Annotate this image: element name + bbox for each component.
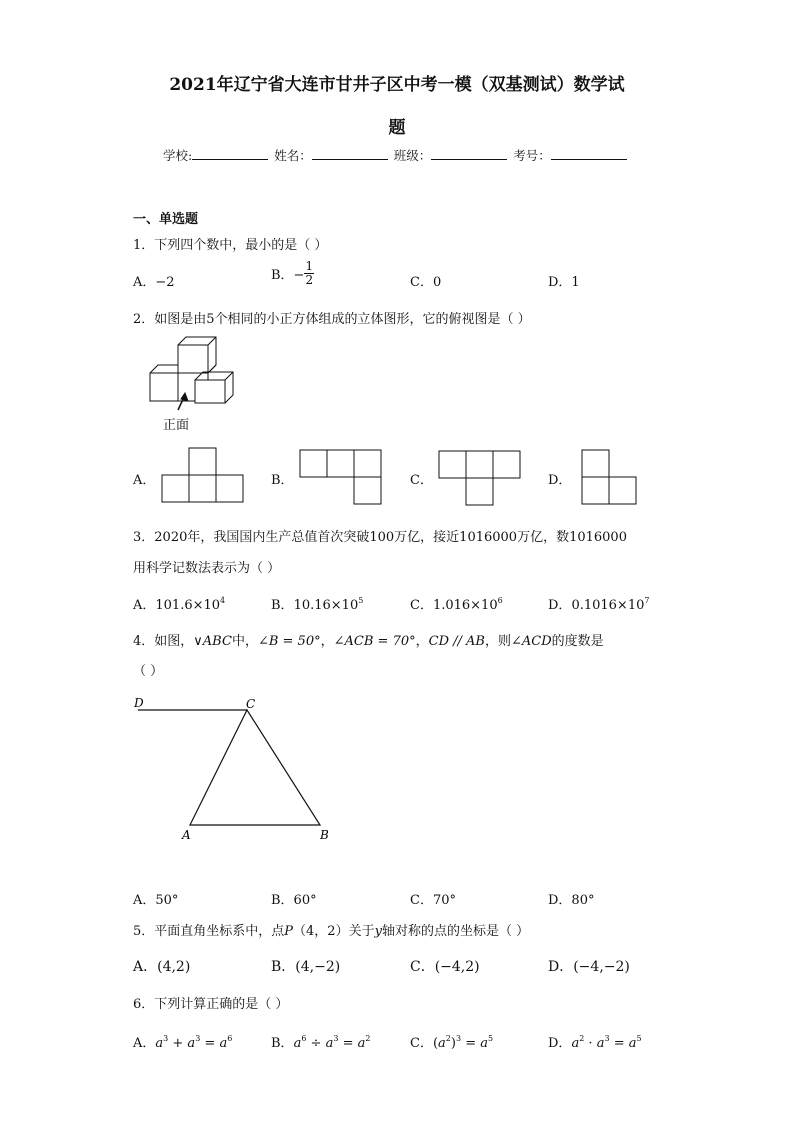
q6-a-term2: a [187, 1036, 196, 1051]
q5-axis-y: y [374, 924, 382, 939]
q5-stem-pre: 5．平面直角坐标系中，点 [133, 924, 285, 939]
q6-d-term1: a [571, 1036, 580, 1051]
q4-option-a[interactable]: A．50° [133, 893, 179, 908]
q6-b-exp3: 2 [365, 1034, 371, 1043]
q2-option-b-figure [300, 450, 384, 506]
q1-b-prefix: B．− [271, 268, 305, 283]
paper-title-line2: 题 [388, 118, 406, 138]
q6-c-exp3: 5 [488, 1034, 494, 1043]
q5-stem-mid: （4，2）关于 [293, 924, 375, 939]
question-3-stem-line2: 用科学记数法表示为（ ） [133, 561, 281, 576]
q1-option-a[interactable]: A．−2 [133, 275, 175, 290]
q6-a-term1: a [155, 1036, 164, 1051]
q4-stem-post: 的度数是 [551, 634, 604, 649]
exam-no-label: 考号： [513, 148, 551, 163]
q4-angle-b: ∠B = 50° [257, 634, 321, 649]
q4-angle-acd: ∠ACD [510, 634, 552, 649]
student-info-line [163, 146, 629, 164]
class-label: 班级： [393, 148, 432, 163]
q6-b-eq: = [338, 1036, 358, 1051]
q6-option-b[interactable] [271, 1032, 370, 1051]
q6-c-label: C． [410, 1036, 433, 1051]
q6-a-eq: = [200, 1036, 220, 1051]
q6-c-term3: a [480, 1036, 488, 1051]
q4-angle-acb: ∠ACB = 70° [333, 634, 416, 649]
q1-b-denominator: 2 [305, 273, 314, 287]
q6-b-label: B． [271, 1036, 294, 1051]
q3-option-d[interactable] [548, 594, 649, 613]
question-4-stem-line1 [133, 630, 604, 649]
q2-front-label: 正面 [163, 418, 190, 433]
question-6-stem: 6．下列计算正确的是（ ） [133, 997, 289, 1012]
point-c-label: C [246, 697, 256, 711]
q1-option-d[interactable]: D．1 [548, 275, 580, 290]
school-blank[interactable] [192, 147, 268, 160]
q3-b-base: 10.16×10 [293, 598, 359, 613]
q1-b-numerator: 1 [305, 259, 314, 273]
q6-b-term3: a [357, 1036, 366, 1051]
question-3-stem-line1: 3．2020年，我国国内生产总值首次突破100万亿，接近1016000万亿，数1016000 [133, 530, 627, 545]
q1-b-fraction [304, 260, 314, 287]
q6-c-close-paren: ) [450, 1036, 456, 1051]
q6-c-exp1: 2 [445, 1034, 451, 1043]
q2-option-c-figure [439, 451, 523, 507]
q3-d-exp: 7 [644, 596, 650, 605]
q4-option-d[interactable]: D．80° [548, 893, 595, 908]
q2-option-d-label[interactable]: D． [548, 473, 572, 488]
q1-option-b[interactable] [271, 260, 314, 287]
question-1-stem: 1．下列四个数中，最小的是（ ） [133, 238, 328, 253]
q6-a-label: A． [133, 1036, 156, 1051]
q6-option-d[interactable] [548, 1032, 642, 1051]
class-blank[interactable] [431, 147, 507, 160]
q4-triangle-figure [130, 695, 340, 845]
q3-a-base: 101.6×10 [155, 598, 221, 613]
q5-stem-post: 轴对称的点的坐标是（ ） [381, 924, 530, 939]
q3-c-exp: 6 [497, 596, 503, 605]
q6-option-a[interactable] [133, 1032, 232, 1051]
q3-option-c[interactable] [410, 594, 503, 613]
q3-d-label: D． [548, 598, 572, 613]
q6-d-op: · [584, 1036, 597, 1051]
section-heading: 一、单选题 [133, 212, 199, 227]
q5-option-b[interactable]: B．(4,−2) [271, 959, 341, 975]
q6-d-exp3: 5 [636, 1034, 642, 1043]
q3-c-base: 1.016×10 [432, 598, 498, 613]
q6-b-term2: a [325, 1036, 334, 1051]
q6-a-exp3: 6 [227, 1034, 233, 1043]
q6-d-eq: = [609, 1036, 629, 1051]
q6-d-term2: a [596, 1036, 605, 1051]
q3-option-b[interactable] [271, 594, 363, 613]
q6-b-term1: a [293, 1036, 302, 1051]
q3-d-base: 0.1016×10 [571, 598, 645, 613]
q6-c-eq: = [461, 1036, 481, 1051]
q4-option-c[interactable]: C．70° [410, 893, 456, 908]
point-a-label: A [182, 828, 191, 842]
q6-d-exp2: 3 [604, 1034, 610, 1043]
q6-b-exp2: 3 [333, 1034, 339, 1043]
q4-stem-mid1: 中， [231, 634, 258, 649]
name-blank[interactable] [312, 147, 388, 160]
paper-title-line1: 2021年辽宁省大连市甘井子区中考一模（双基测试）数学试 [169, 75, 625, 95]
q4-option-b[interactable]: B．60° [271, 893, 317, 908]
exam-no-blank[interactable] [551, 147, 627, 160]
q6-a-exp2: 3 [195, 1034, 201, 1043]
q6-d-exp1: 2 [579, 1034, 585, 1043]
q6-a-term3: a [219, 1036, 228, 1051]
q5-option-d[interactable]: D．(−4,−2) [548, 959, 630, 975]
point-d-label: D [134, 696, 144, 710]
q4-sep1: ， [320, 634, 334, 649]
q3-b-exp: 5 [358, 596, 364, 605]
q2-option-d-figure [582, 450, 640, 506]
q6-c-outer-exp: 3 [455, 1034, 462, 1043]
name-label: 姓名： [274, 148, 312, 163]
q6-option-c[interactable] [410, 1032, 493, 1051]
q3-a-exp: 4 [220, 596, 226, 605]
q3-option-a[interactable] [133, 594, 225, 613]
question-4-stem-line2: （ ） [133, 664, 164, 679]
q4-sep2: ， [415, 634, 429, 649]
q3-c-label: C． [410, 598, 433, 613]
q4-parallel: CD // AB [428, 634, 485, 649]
q5-option-c[interactable]: C．(−4,2) [410, 959, 480, 975]
q3-a-label: A． [133, 598, 156, 613]
q6-a-op: + [168, 1036, 188, 1051]
school-label: 学校: [163, 148, 193, 163]
q2-option-a-figure [162, 448, 246, 504]
q2-option-a-label[interactable]: A． [133, 473, 156, 488]
q6-d-term3: a [628, 1036, 637, 1051]
q6-b-op: ÷ [306, 1036, 326, 1051]
q5-point-p: P [284, 924, 294, 939]
q5-option-a[interactable]: A．(4,2) [133, 959, 191, 975]
q4-triangle-abc: ∨ABC [193, 634, 232, 649]
q4-stem-pre: 4．如图， [133, 634, 194, 649]
question-5-stem [133, 920, 529, 939]
triangle-abc [190, 710, 320, 825]
q1-option-c[interactable]: C．0 [410, 275, 442, 290]
question-2-stem: 2．如图是由5个相同的小正方体组成的立体图形，它的俯视图是（ ） [133, 312, 531, 327]
point-b-label: B [320, 828, 329, 842]
q6-c-open-paren: ( [432, 1036, 439, 1051]
q3-b-label: B． [271, 598, 294, 613]
q6-b-exp1: 6 [301, 1034, 307, 1043]
q6-d-label: D． [548, 1036, 572, 1051]
q6-c-term1: a [438, 1036, 446, 1051]
q4-stem-mid2: ，则 [484, 634, 511, 649]
q6-a-exp1: 3 [163, 1034, 169, 1043]
q2-option-c-label[interactable]: C． [410, 473, 433, 488]
q2-solid-figure [145, 335, 255, 435]
q2-option-b-label[interactable]: B． [271, 473, 294, 488]
